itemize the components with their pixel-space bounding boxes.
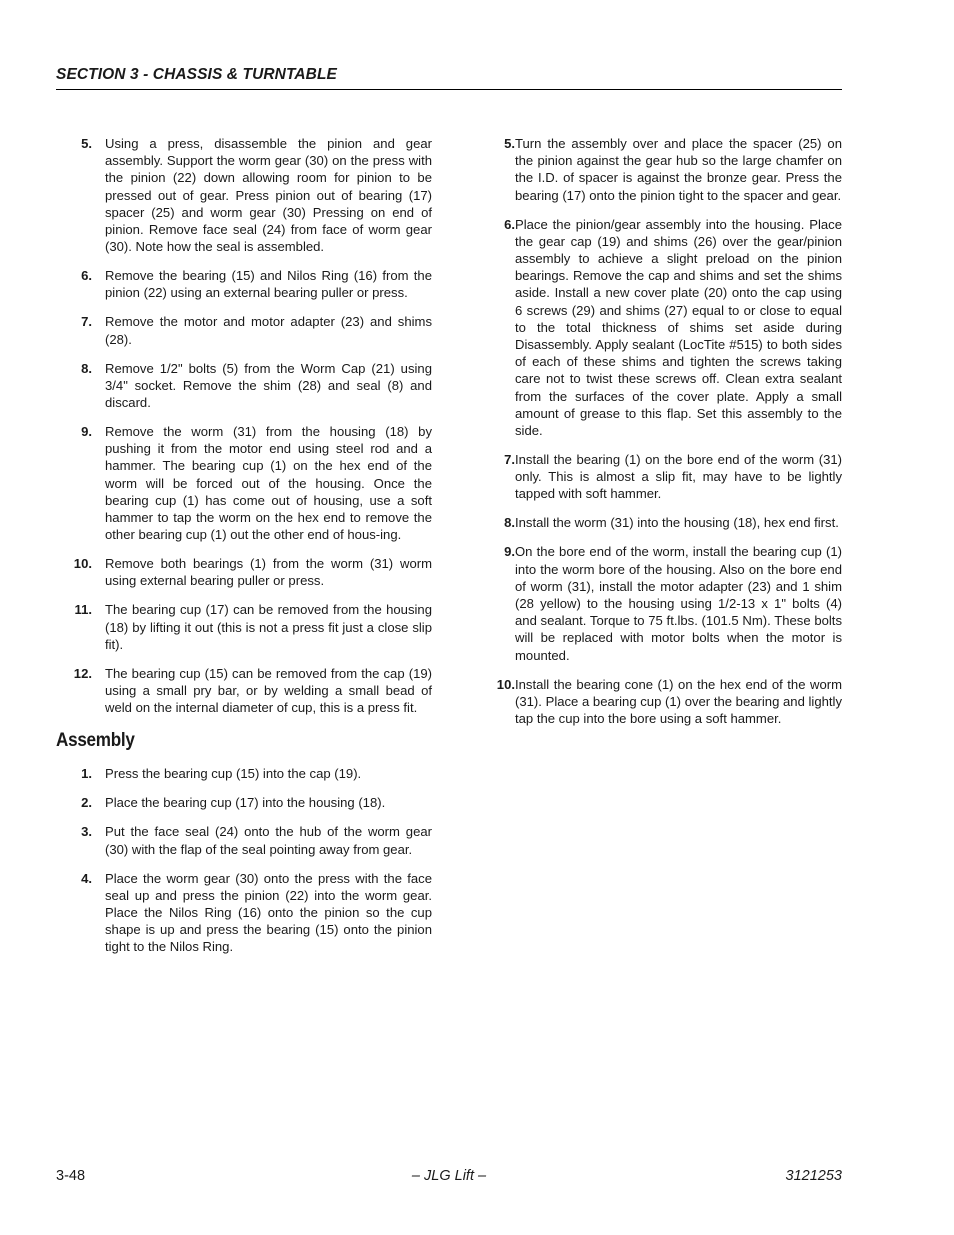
step-text: Install the worm (31) into the housing (18), hex end first. <box>515 515 839 531</box>
step-text: Turn the assembly over and place the spacer (25) on the pinion against the gear hub so the large chamfer on the I.D. of spacer is against the bronze gear. Press the bearing (17) onto the pinion tight to the spacer and gear. <box>515 136 842 203</box>
step-text: Remove both bearings (1) from the worm (31) worm using external bearing puller or press. <box>105 556 432 589</box>
step-number: 7. <box>81 314 92 330</box>
list-item <box>480 451 842 503</box>
step-number: 9. <box>504 544 515 560</box>
list-item <box>56 665 432 717</box>
step-text: The bearing cup (17) can be removed from the housing (18) by lifting it out (this is not a press fit just a close slip fit). <box>105 602 432 652</box>
page-number: 3-48 <box>56 1168 86 1184</box>
list-item <box>56 870 432 956</box>
step-text: The bearing cup (15) can be removed from the cap (19) using a small pry bar, or by welding a small bead of weld on the internal diameter of cup, this is a press fit. <box>105 665 432 716</box>
header-rule <box>56 89 842 90</box>
step-text: Place the pinion/gear assembly into the housing. Place the gear cap (19) and shims (26) over the gear/pinion assembly to achieve a slight preload on the pinion bearings. Remove the cap and shims and set the shims aside. Install a new cover plate (20) onto the cap using 6 screws (29) and shims (27) equal to or close to equal to the total thickness of shims set aside during Disassembly. Apply sealant (LocTite #515) to both sides of each of these shims and tighten the screws taking care not to twist these screws off. Clean extra sealant from the surfaces of the cover plate. Apply a small amount of grease to this flap. Set this assembly to the side. <box>515 216 842 439</box>
list-item <box>56 555 432 589</box>
assembly-heading: Assembly <box>56 730 135 752</box>
step-text: Install the bearing (1) on the bore end of the worm (31) only. This is almost a slip fit, may have to be lightly tapped with soft hammer. <box>515 452 842 502</box>
step-number: 5. <box>81 136 92 151</box>
step-number: 10. <box>73 556 92 572</box>
list-item <box>56 135 432 255</box>
list-item <box>56 794 432 811</box>
list-item <box>480 216 842 440</box>
step-number: 2. <box>81 795 92 811</box>
step-number: 9. <box>81 424 92 440</box>
step-number: 6. <box>504 216 515 232</box>
step-text: Using a press, disassemble the pinion and gear assembly. Support the worm gear (30) on the press with the pinion (22) down allowing room for pinion to be pressed out of gear. Press pinion out of bearing (17) spacer (25) and worm gear (30) Pressing on end of pinion. Remove face seal (24) from face of worm gear (30). Note how the seal is assembled. <box>105 136 432 255</box>
step-text: Remove 1/2" bolts (5) from the Worm Cap (21) using 3/4" socket. Remove the shim (28) and seal (8) and discard. <box>105 360 432 411</box>
step-text: Press the bearing cup (15) into the cap (19). <box>105 766 362 782</box>
step-number: 8. <box>504 515 515 531</box>
step-number: 6. <box>81 268 92 284</box>
step-number: 12. <box>73 665 92 681</box>
step-number: 3. <box>81 824 92 840</box>
list-item <box>56 267 432 301</box>
step-text: Remove the motor and motor adapter (23) and shims (28). <box>105 314 432 347</box>
list-item <box>480 135 842 204</box>
left-column <box>56 135 432 967</box>
list-item <box>480 543 842 663</box>
right-column <box>480 135 842 739</box>
list-item <box>56 423 432 543</box>
page-header <box>56 66 842 84</box>
list-item <box>56 601 432 653</box>
step-number: 5. <box>504 136 515 151</box>
step-text: On the bore end of the worm, install the bearing cup (1) into the worm bore of the housing. Also on the bore end of worm (31), install the motor adapter (23) and 1 shim (28 yellow) to the housing using 1/2-13 x 1" bolts (4) and sealant. Torque to 75 ft.lbs. (101.5 Nm). These bolts will be replaced with motor bolts when the motor is mounted. <box>515 544 842 663</box>
step-text: Put the face seal (24) onto the hub of the worm gear (30) with the flap of the seal pointing away from gear. <box>105 824 432 857</box>
step-text: Remove the bearing (15) and Nilos Ring (16) from the pinion (22) using an external bearing puller or press. <box>105 268 432 301</box>
list-item <box>56 765 432 782</box>
step-text: Place the bearing cup (17) into the housing (18). <box>105 795 386 811</box>
list-item <box>480 514 842 531</box>
section-title: SECTION 3 - CHASSIS & TURNTABLE <box>56 66 337 83</box>
step-number: 7. <box>504 452 515 468</box>
list-item <box>56 313 432 347</box>
step-number: 8. <box>81 360 92 376</box>
footer-brand: – JLG Lift – <box>411 1168 487 1184</box>
doc-number: 3121253 <box>785 1168 842 1184</box>
step-text: Install the bearing cone (1) on the hex end of the worm (31). Place a bearing cup (1) over the bearing and lightly tap the cup into the bore using a soft hammer. <box>515 676 842 727</box>
step-text: Remove the worm (31) from the housing (18) by pushing it from the motor end using steel rod and a hammer. The bearing cup (1) on the hex end of the worm will be forced out of the housing. Once the bearing cup (1) has come out of housing, use a soft hammer to tap the worm on the hex end to remove the other bearing cup (1) out the other end of hous-ing. <box>105 424 432 543</box>
list-item <box>56 360 432 412</box>
list-item <box>480 676 842 728</box>
step-text: Place the worm gear (30) onto the press with the face seal up and press the pinion (22) into the worm gear. Place the Nilos Ring (16) onto the pinion so the cup shape is up and press the bearing (15) onto the pinion tight to the Nilos Ring. <box>105 870 432 955</box>
step-number: 4. <box>81 870 92 886</box>
list-item <box>56 823 432 857</box>
step-number: 1. <box>81 766 92 782</box>
step-number: 10. <box>496 676 515 692</box>
step-number: 11. <box>74 602 92 618</box>
